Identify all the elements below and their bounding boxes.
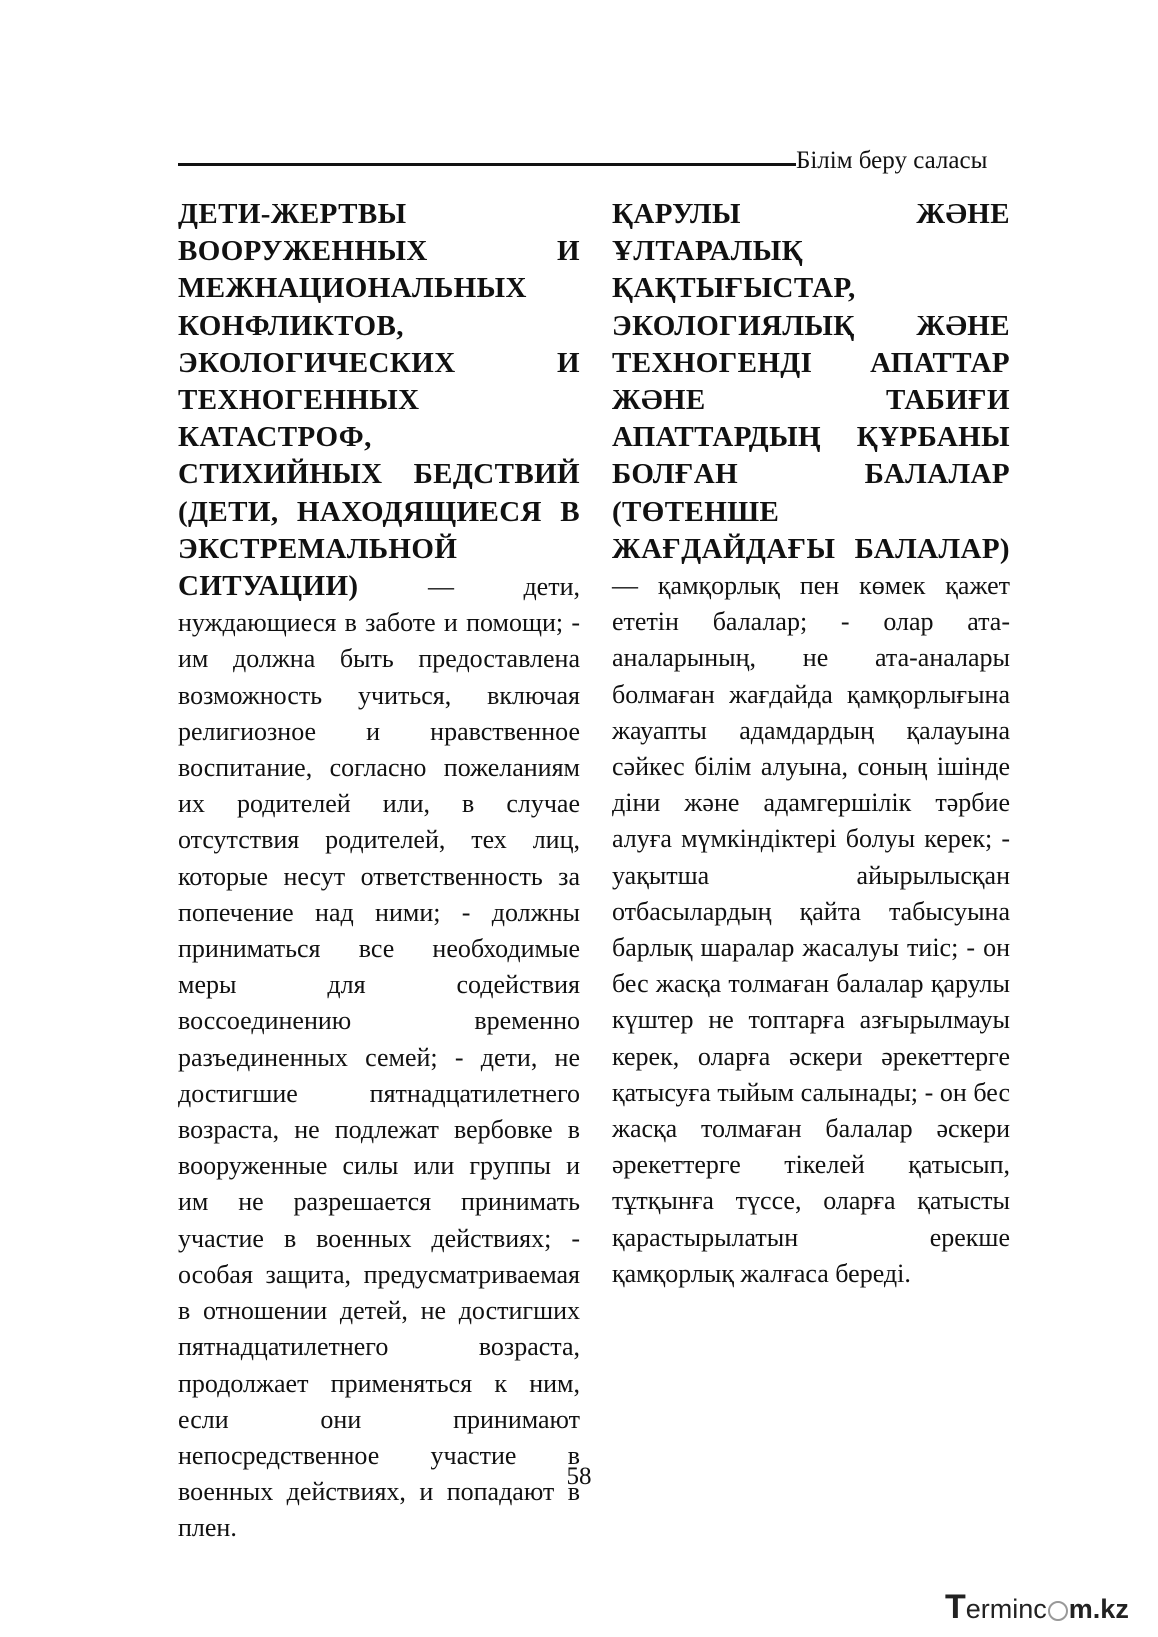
- watermark-domain: m.kz: [1068, 1594, 1129, 1624]
- page-number: 58: [566, 1463, 592, 1490]
- site-watermark-logo: [945, 1588, 1129, 1626]
- watermark-initial: T: [945, 1588, 966, 1626]
- entry-term-kz: ҚАРУЛЫ ЖӘНЕ ҰЛТАРАЛЫҚ ҚАҚТЫҒЫСТАР, ЭКОЛОГИЯЛЫҚ ЖӘНЕ ТЕХНОГЕНДІ АПАТТАР ЖӘНЕ ТАБИҒИ АПАТТАРДЫҢ ҚҰРБАНЫ БОЛҒАН БАЛАЛАР (ТӨТЕНШЕ ЖАҒДАЙДАҒЫ БАЛАЛАР): [612, 198, 1010, 565]
- left-column-entry: [178, 196, 580, 1547]
- entry-definition-ru: — дети, нуждающиеся в заботе и помощи; - им должна быть предоставлена возможность учиться, включая религиозное и нравственное воспитание, согласно пожеланиям их родителей или, в случае отсутствия родителей, тех лиц, которые несут ответственность за попечение над ними; - должны приниматься все необходимые меры для содействия воссоединению временно разъединенных семей; - дети, не достигшие пятнадцатилетнего возраста, не подлежат вербовке в вооруженные силы или группы и им не разрешается принимать участие в военных действиях; - особая защита, предусматриваемая в отношении детей, не достигших пятнадцатилетнего возраста, продолжает применяться к ним, если они принимают непосредственное участие в военных действиях, и попадают в плен.: [178, 572, 580, 1543]
- watermark-circle-icon: [1048, 1601, 1068, 1621]
- right-column-entry: [612, 196, 1010, 1292]
- header-rule: [178, 163, 796, 166]
- entry-term-ru: ДЕТИ-ЖЕРТВЫ ВООРУЖЕННЫХ И МЕЖНАЦИОНАЛЬНЫХ КОНФЛИКТОВ, ЭКОЛОГИЧЕСКИХ И ТЕХНОГЕННЫХ КАТАСТРОФ, СТИХИЙНЫХ БЕДСТВИЙ (ДЕТИ, НАХОДЯЩИЕСЯ В ЭКСТРЕМАЛЬНОЙ СИТУАЦИИ): [178, 198, 580, 603]
- running-head: Білім беру саласы: [796, 147, 988, 174]
- watermark-text: erminc: [965, 1594, 1047, 1624]
- entry-definition-kz: — қамқорлық пен көмек қажет ететін балалар; - олар ата-аналарының, не ата-аналары болмаған жағдайда қамқорлығына жауапты адамдардың қалауына сәйкес білім алуына, соның ішінде діни және адамгершілік тәрбие алуға мүмкіндіктері болуы керек; - уақытша айырылысқан отбасылардың қайта табысуына барлық шаралар жасалуы тиіс; - он бес жасқа толмаған балалар қарулы күштер не топтарға азғырылмауы керек, оларға әскери әрекеттерге қатысуға тыйым салынады; - он бес жасқа толмаған балалар әскери әрекеттерге тікелей қатысып, тұтқынға түссе, оларға қатысты қарастырылатын ерекше қамқорлық жалғаса береді.: [612, 571, 1010, 1288]
